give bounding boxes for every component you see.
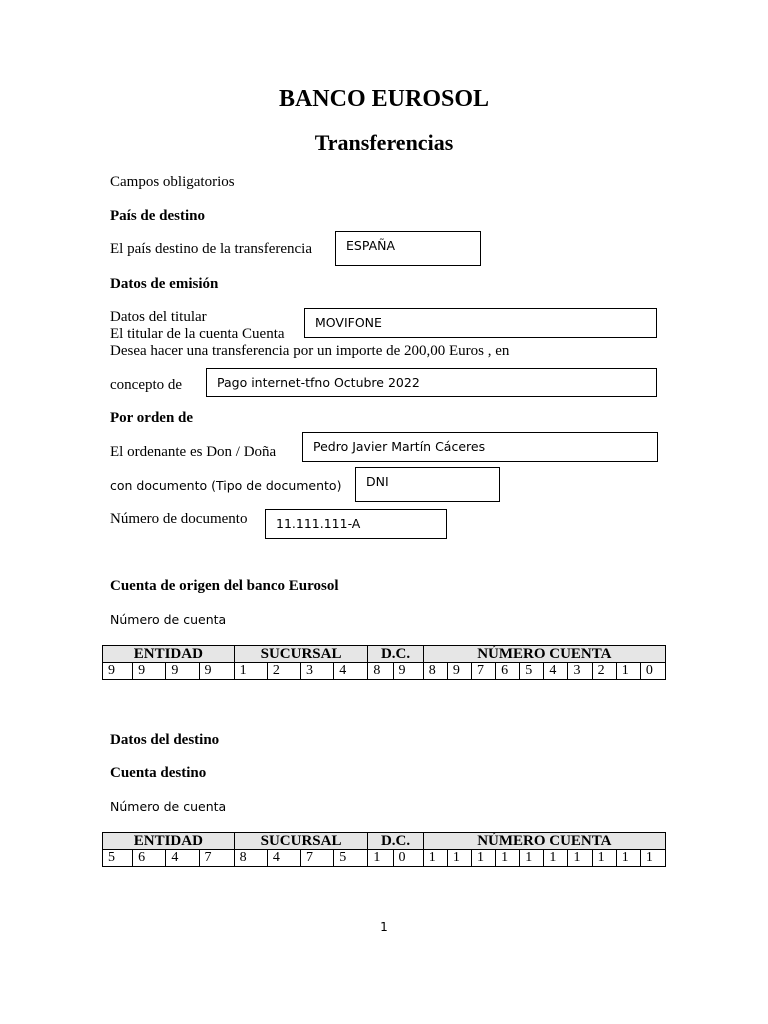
- account-digit: 1: [568, 850, 592, 867]
- destination-heading: Datos del destino: [110, 732, 220, 748]
- account-digit: 1: [368, 850, 393, 867]
- account-digit: 6: [496, 663, 520, 680]
- origin-account-table: [102, 645, 666, 680]
- header-entidad: ENTIDAD: [103, 833, 235, 850]
- account-digit: 4: [334, 663, 368, 680]
- account-digit: 7: [301, 850, 334, 867]
- doc-type-label: con documento (Tipo de documento): [110, 478, 342, 493]
- order-heading: Por orden de: [110, 410, 194, 426]
- doc-number-field[interactable]: 11.111.111-A: [265, 509, 447, 539]
- account-digit: 1: [544, 850, 568, 867]
- account-digit: 0: [393, 850, 423, 867]
- header-dc: D.C.: [368, 646, 423, 663]
- payer-label: El ordenante es Don / Doña: [110, 444, 277, 460]
- bank-title: BANCO EUROSOL: [278, 86, 490, 112]
- destination-account-label: Número de cuenta: [110, 799, 227, 814]
- account-digit: 0: [640, 663, 665, 680]
- account-digit: 1: [520, 850, 544, 867]
- account-digit: 5: [103, 850, 133, 867]
- account-digit: 1: [471, 850, 495, 867]
- destination-country-heading: País de destino: [110, 208, 206, 224]
- destination-account-header-row: [103, 833, 666, 850]
- holder-label-2: El titular de la cuenta Cuenta: [110, 326, 285, 342]
- account-digit: 1: [423, 850, 447, 867]
- page-number: 1: [380, 920, 388, 934]
- concept-field[interactable]: Pago internet-tfno Octubre 2022: [206, 368, 657, 397]
- header-dc: D.C.: [368, 833, 423, 850]
- payer-field[interactable]: Pedro Javier Martín Cáceres: [302, 432, 658, 462]
- account-digit: 5: [520, 663, 544, 680]
- origin-account-heading: Cuenta de origen del banco Eurosol: [110, 578, 339, 594]
- account-digit: 4: [267, 850, 300, 867]
- issuance-heading: Datos de emisión: [110, 276, 219, 292]
- header-numero-cuenta: NÚMERO CUENTA: [423, 833, 665, 850]
- account-digit: 8: [368, 663, 393, 680]
- header-entidad: ENTIDAD: [103, 646, 235, 663]
- account-digit: 1: [496, 850, 520, 867]
- account-digit: 2: [592, 663, 616, 680]
- account-digit: 8: [234, 850, 267, 867]
- account-digit: 9: [103, 663, 133, 680]
- account-digit: 9: [166, 663, 199, 680]
- destination-country-field[interactable]: ESPAÑA: [335, 231, 481, 266]
- doc-type-field[interactable]: DNI: [355, 467, 500, 502]
- account-digit: 4: [544, 663, 568, 680]
- account-digit: 1: [616, 850, 640, 867]
- account-digit: 3: [568, 663, 592, 680]
- account-digit: 1: [234, 663, 267, 680]
- concept-label: concepto de: [110, 377, 183, 393]
- account-digit: 7: [199, 850, 234, 867]
- account-digit: 5: [334, 850, 368, 867]
- account-digit: 9: [393, 663, 423, 680]
- holder-label-1: Datos del titular: [110, 309, 207, 325]
- account-digit: 9: [133, 663, 166, 680]
- destination-account-digits-row: [103, 850, 666, 867]
- account-digit: 1: [616, 663, 640, 680]
- origin-account-digits-row: [103, 663, 666, 680]
- account-digit: 4: [166, 850, 199, 867]
- header-sucursal: SUCURSAL: [234, 833, 368, 850]
- account-digit: 2: [267, 663, 300, 680]
- header-numero-cuenta: NÚMERO CUENTA: [423, 646, 665, 663]
- account-digit: 1: [640, 850, 665, 867]
- destination-account-table: [102, 832, 666, 867]
- header-sucursal: SUCURSAL: [234, 646, 368, 663]
- destination-account-heading: Cuenta destino: [110, 765, 207, 781]
- origin-account-header-row: [103, 646, 666, 663]
- account-digit: 1: [447, 850, 471, 867]
- account-digit: 9: [447, 663, 471, 680]
- amount-sentence: Desea hacer una transferencia por un importe de 200,00 Euros , en: [110, 343, 510, 359]
- origin-account-label: Número de cuenta: [110, 612, 227, 627]
- account-digit: 9: [199, 663, 234, 680]
- account-digit: 1: [592, 850, 616, 867]
- account-digit: 3: [301, 663, 334, 680]
- doc-number-label: Número de documento: [110, 511, 248, 527]
- holder-field[interactable]: MOVIFONE: [304, 308, 657, 338]
- mandatory-note: Campos obligatorios: [110, 174, 235, 190]
- account-digit: 7: [471, 663, 495, 680]
- account-digit: 6: [133, 850, 166, 867]
- account-digit: 8: [423, 663, 447, 680]
- page-subtitle: Transferencias: [314, 130, 454, 155]
- destination-country-label: El país destino de la transferencia: [110, 241, 313, 257]
